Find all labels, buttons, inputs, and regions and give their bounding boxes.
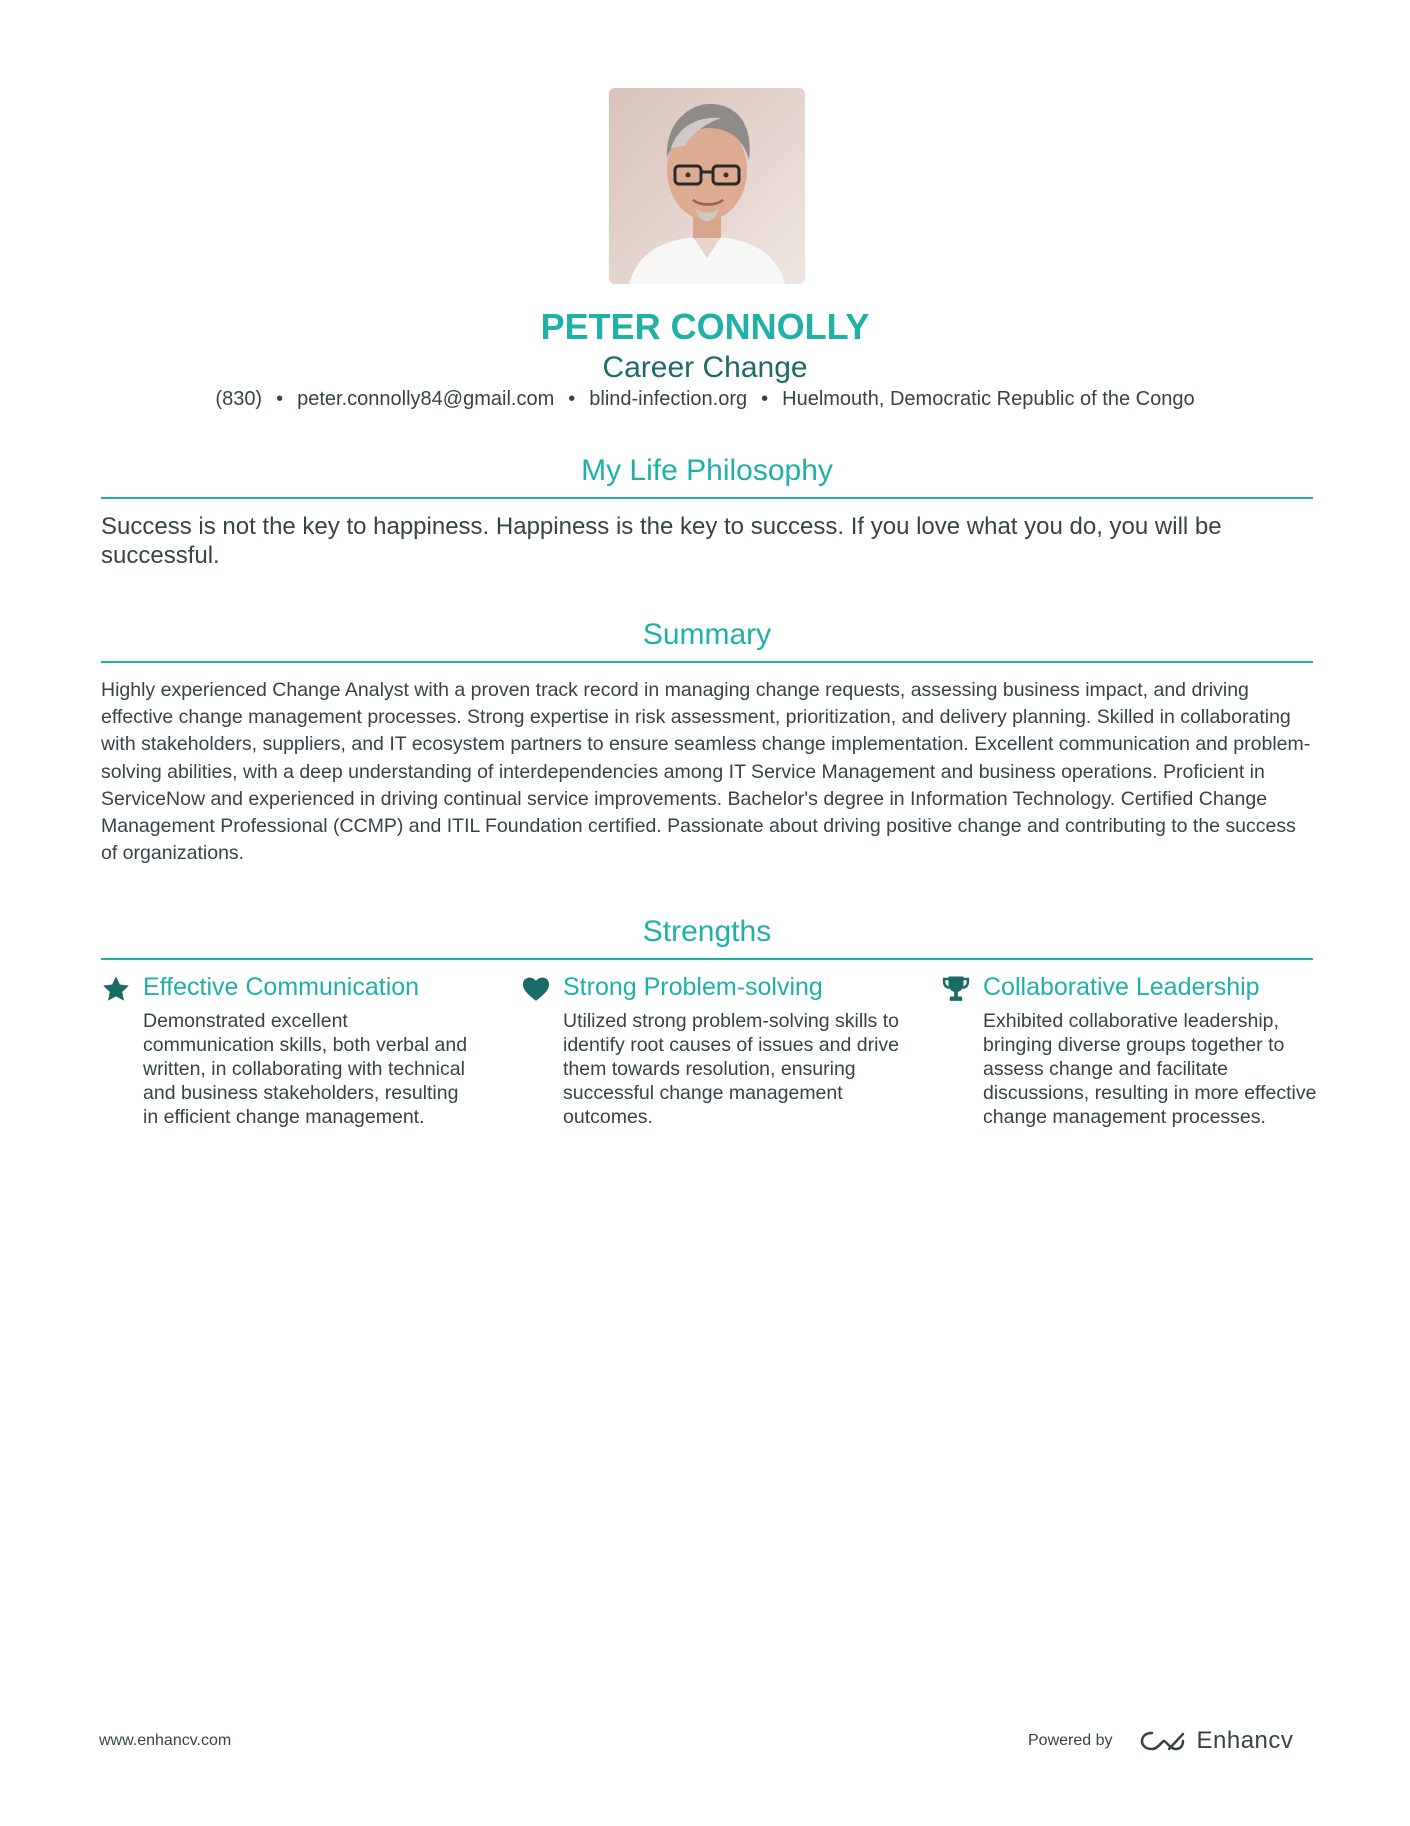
strength-title: Collaborative Leadership bbox=[983, 973, 1260, 1001]
candidate-name: PETER CONNOLLY bbox=[540, 306, 870, 347]
strength-description: Demonstrated excellent communication skills, both verbal and written, in collaborating with technical and business stakeholders, resulting in efficient change management. bbox=[143, 1010, 468, 1128]
contact-info bbox=[0, 385, 1410, 413]
star-icon bbox=[101, 974, 131, 1004]
trophy-icon bbox=[941, 974, 971, 1004]
contact-separator: • bbox=[276, 388, 284, 410]
profile-photo bbox=[609, 88, 805, 284]
section-title-strengths: Strengths bbox=[101, 912, 1313, 960]
enhancv-logo[interactable] bbox=[1139, 1727, 1294, 1755]
section-title-philosophy: My Life Philosophy bbox=[101, 451, 1313, 499]
strength-description: Utilized strong problem-solving skills to identify root causes of issues and drive them towards resolution, ensuring successful change management outcomes. bbox=[563, 1010, 900, 1128]
summary-text: Highly experienced Change Analyst with a proven track record in managing change requests, assessing business impact, and driving effective change management processes. Strong expertise in risk assessment, prioritization, and delivery planning. Skilled in collaborating with stakeholders, suppliers, and IT ecosystem partners to ensure seamless change implementation. Excellent communication and problem-solving abilities, with a deep understanding of interdependencies among IT Service Management and business operations. Proficient in ServiceNow and experienced in driving continual service improvements. Bachelor's degree in Information Technology. Certified Change Management Professional (CCMP) and ITIL Foundation certified. Passionate about driving positive change and contributing to the success of organizations. bbox=[101, 679, 1311, 865]
enhancv-brand-name: Enhancv bbox=[1196, 1727, 1294, 1754]
contact-website[interactable]: blind-infection.org bbox=[589, 388, 748, 410]
footer-powered-by bbox=[1028, 1724, 1293, 1758]
contact-phone[interactable]: (830) bbox=[215, 388, 263, 410]
portrait-image bbox=[609, 88, 805, 284]
philosophy-text: Success is not the key to happiness. Happiness is the key to success. If you love what you do, you will be successful. bbox=[101, 513, 1222, 569]
strength-title: Strong Problem-solving bbox=[563, 973, 823, 1001]
contact-separator: • bbox=[761, 388, 769, 410]
heart-icon bbox=[521, 974, 551, 1004]
candidate-role: Career Change bbox=[602, 351, 808, 384]
contact-email[interactable]: peter.connolly84@gmail.com bbox=[297, 388, 555, 410]
strength-description: Exhibited collaborative leadership, bringing diverse groups together to assess change and facilitate discussions, resulting in more effective change management processes. bbox=[983, 1010, 1317, 1128]
section-title-summary: Summary bbox=[101, 615, 1313, 663]
strength-title: Effective Communication bbox=[143, 973, 420, 1001]
enhancv-logo-icon bbox=[1139, 1728, 1187, 1754]
footer-website-link[interactable]: www.enhancv.com bbox=[99, 1732, 232, 1749]
contact-separator: • bbox=[568, 388, 576, 410]
powered-by-label: Powered by bbox=[1028, 1732, 1113, 1749]
contact-location: Huelmouth, Democratic Republic of the Congo bbox=[782, 388, 1195, 410]
